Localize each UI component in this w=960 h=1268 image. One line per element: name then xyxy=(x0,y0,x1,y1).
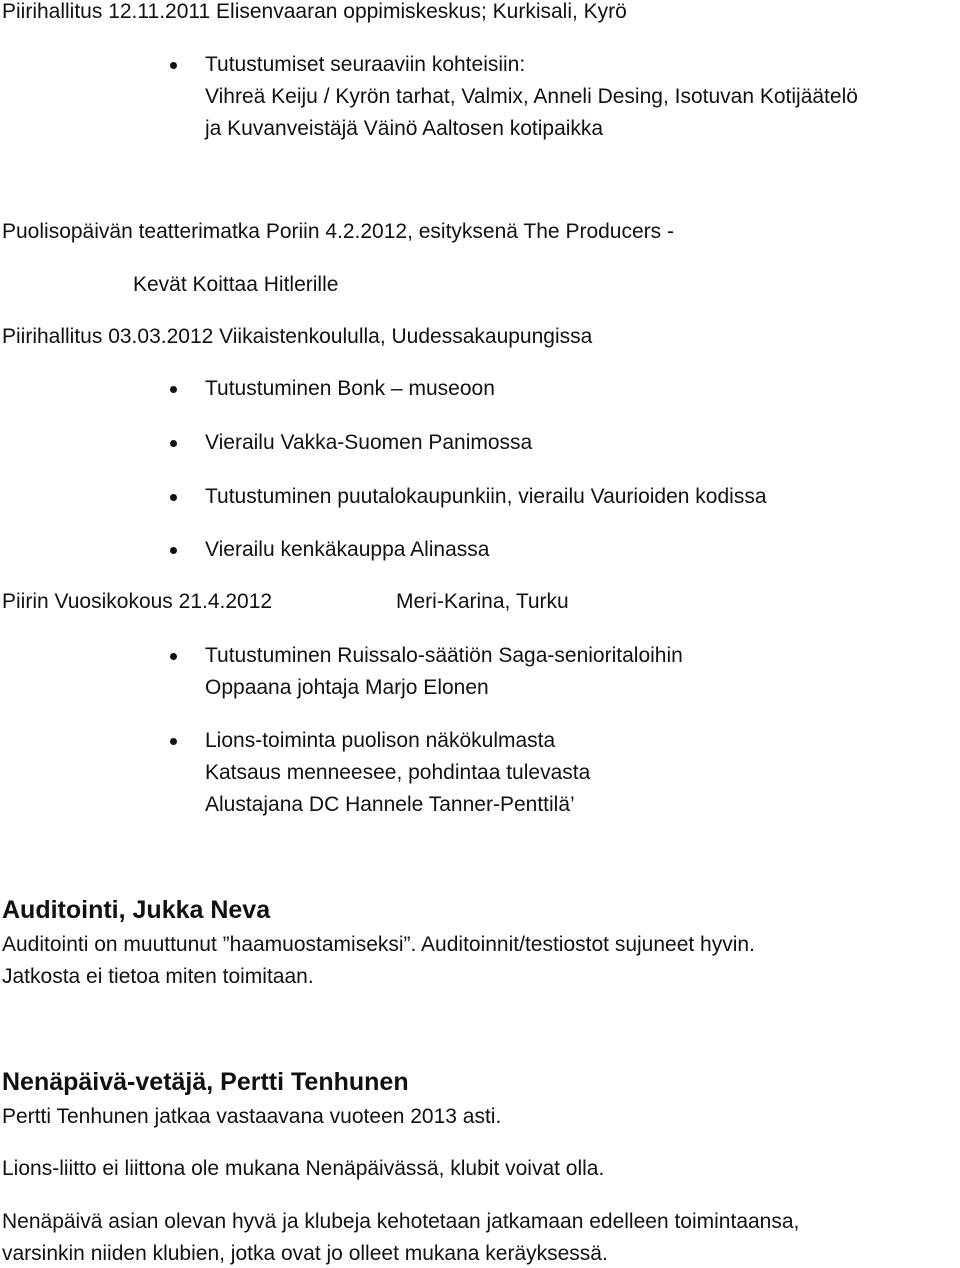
bullet-icon xyxy=(170,386,177,393)
annual-meeting-header: Piirin Vuosikokous 21.4.2012 xyxy=(2,590,273,613)
list-item-line: Oppaana johtaja Marjo Elonen xyxy=(205,676,489,699)
list-item-line: Katsaus menneesee, pohdintaa tulevasta xyxy=(205,761,591,784)
list-item-line: Alustajana DC Hannele Tanner-Penttilä’ xyxy=(205,793,575,816)
list-item: Tutustuminen Bonk – museoon xyxy=(205,377,495,400)
list-item-line: ja Kuvanveistäjä Väinö Aaltosen kotipaikka xyxy=(205,117,604,140)
bullet-icon xyxy=(170,547,177,554)
theater-trip-subline: Kevät Koittaa Hitlerille xyxy=(133,273,339,296)
auditointi-text-line: Jatkosta ei tietoa miten toimitaan. xyxy=(2,965,314,988)
list-item-line: Tutustumiset seuraaviin kohteisiin: xyxy=(205,53,526,76)
list-item-line: Lions-toiminta puolison näkökulmasta xyxy=(205,729,556,752)
list-item: Tutustuminen puutalokaupunkiin, vierailu Vaurioiden kodissa xyxy=(205,485,767,508)
nenapaiva-paragraph-line: varsinkin niiden klubien, jotka ovat jo olleet mukana keräyksessä. xyxy=(2,1242,608,1265)
bullet-icon xyxy=(170,653,177,660)
meeting-header-2: Piirihallitus 03.03.2012 Viikaistenkoululla, Uudessakaupungissa xyxy=(2,325,593,348)
list-item-line: Vihreä Keiju / Kyrön tarhat, Valmix, Anneli Desing, Isotuvan Kotijäätelö xyxy=(205,85,858,108)
nenapaiva-heading: Nenäpäivä-vetäjä, Pertti Tenhunen xyxy=(2,1068,409,1096)
auditointi-heading: Auditointi, Jukka Neva xyxy=(2,896,271,924)
auditointi-text-line: Auditointi on muuttunut ”haamuostamiseksi”. Auditoinnit/testiostot sujuneet hyvin. xyxy=(2,933,755,956)
theater-trip-line: Puolisopäivän teatterimatka Poriin 4.2.2012, esityksenä The Producers - xyxy=(2,220,674,243)
bullet-icon xyxy=(170,494,177,501)
bullet-icon xyxy=(170,62,177,69)
list-item: Vierailu Vakka-Suomen Panimossa xyxy=(205,431,533,454)
nenapaiva-paragraph: Lions-liitto ei liittona ole mukana Nenäpäivässä, klubit voivat olla. xyxy=(2,1157,605,1180)
nenapaiva-paragraph: Pertti Tenhunen jatkaa vastaavana vuoteen 2013 asti. xyxy=(2,1105,502,1128)
list-item: Vierailu kenkäkauppa Alinassa xyxy=(205,538,490,561)
bullet-icon xyxy=(170,738,177,745)
annual-meeting-location: Meri-Karina, Turku xyxy=(396,590,569,613)
bullet-icon xyxy=(170,440,177,447)
nenapaiva-paragraph-line: Nenäpäivä asian olevan hyvä ja klubeja kehotetaan jatkamaan edelleen toimintaansa, xyxy=(2,1210,800,1233)
meeting-header-1: Piirihallitus 12.11.2011 Elisenvaaran oppimiskeskus; Kurkisali, Kyrö xyxy=(2,0,627,23)
list-item-line: Tutustuminen Ruissalo-säätiön Saga-senioritaloihin xyxy=(205,644,683,667)
